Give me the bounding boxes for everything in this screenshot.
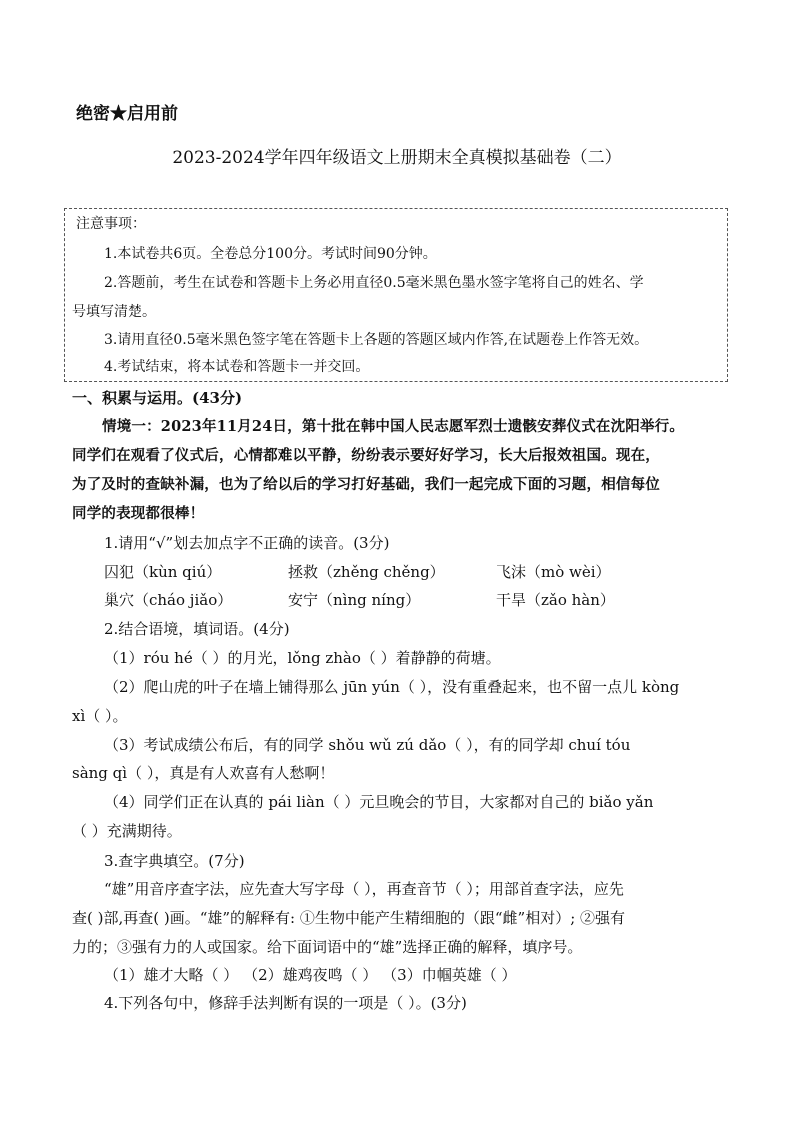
confidential-label: 绝密★启用前	[76, 104, 178, 124]
page-title: 2023-2024学年四年级语文上册期末全真模拟基础卷（二）	[172, 148, 622, 168]
notice-item: 4.考试结束，将本试卷和答题卡一并交回。	[104, 359, 370, 375]
notice-item: 3.请用直径0.5毫米黑色签字笔在答题卡上各题的答题区域内作答,在试题卷上作答无效。	[104, 332, 649, 348]
fill-in-line: sàng qì（ ），真是有人欢喜有人愁啊！	[72, 764, 335, 782]
dictionary-line: “雄”用音序查字法，应先查大写字母（ ），再查音节（ ）；用部首查字法，应先	[104, 880, 624, 898]
notice-heading: 注意事项：	[76, 216, 146, 232]
pinyin-choice: 干旱（zǎo hàn）	[496, 591, 615, 609]
fill-in-line: （4）同学们正在认真的 pái liàn（ ）元旦晚会的节目，大家都对自己的 biǎo yǎn	[104, 793, 654, 811]
question-1-prompt: 1.请用“√”划去加点字不正确的读音。(3分)	[104, 534, 390, 552]
fill-in-line: （1）róu hé（ ）的月光，lǒng zhào（ ）着静静的荷塘。	[104, 649, 501, 667]
notice-item: 2.答题前，考生在试卷和答题卡上务必用直径0.5毫米黑色墨水签字笔将自己的姓名、学	[104, 275, 644, 291]
question-4-prompt: 4.下列各句中，修辞手法判断有误的一项是（ ）。(3分)	[104, 994, 467, 1012]
dictionary-line: 查( )部,再查( )画。“雄”的解释有: ①生物中能产生精细胞的（跟“雌”相对）; ②强有	[72, 909, 626, 927]
notice-item: 1.本试卷共6页。全卷总分100分。考试时间90分钟。	[104, 246, 437, 262]
dictionary-line: （1）雄才大略（ ） （2）雄鸡夜鸣（ ） （3）巾帼英雄（ ）	[104, 966, 517, 984]
fill-in-line: （2）爬山虎的叶子在墙上铺得那么 jūn yún（ ），没有重叠起来，也不留一点儿 kòng	[104, 678, 680, 696]
scenario-text: 情境一：2023年11月24日，第十批在韩中国人民志愿军烈士遗骸安葬仪式在沈阳举行。	[102, 418, 685, 435]
scenario-text: 同学的表现都很棒！	[72, 505, 205, 522]
question-3-prompt: 3.查字典填空。(7分)	[104, 852, 245, 870]
notice-item: 号填写清楚。	[72, 304, 156, 320]
pinyin-choice: 拯救（zhěng chěng）	[288, 563, 445, 581]
fill-in-line: xì（ ）。	[72, 707, 128, 725]
pinyin-choice: 安宁（nìng níng）	[288, 591, 421, 609]
fill-in-line: （ ）充满期待。	[72, 822, 182, 840]
section-title: 一、积累与运用。(43分)	[72, 389, 243, 407]
pinyin-choice: 囚犯（kùn qiú）	[104, 563, 222, 581]
scenario-text: 为了及时的查缺补漏，也为了给以后的学习打好基础，我们一起完成下面的习题，相信每位	[72, 476, 660, 493]
question-2-prompt: 2.结合语境，填词语。(4分)	[104, 620, 290, 638]
fill-in-line: （3）考试成绩公布后，有的同学 shǒu wǔ zú dǎo（ ），有的同学却 chuí tóu	[104, 736, 631, 754]
dictionary-line: 力的；③强有力的人或国家。给下面词语中的“雄”选择正确的解释，填序号。	[72, 938, 583, 956]
pinyin-choice: 飞沫（mò wèi）	[496, 563, 611, 581]
notice-box	[64, 208, 728, 382]
pinyin-choice: 巢穴（cháo jiǎo）	[104, 591, 233, 609]
scenario-text: 同学们在观看了仪式后，心情都难以平静，纷纷表示要好好学习，长大后报效祖国。现在，	[72, 447, 660, 464]
